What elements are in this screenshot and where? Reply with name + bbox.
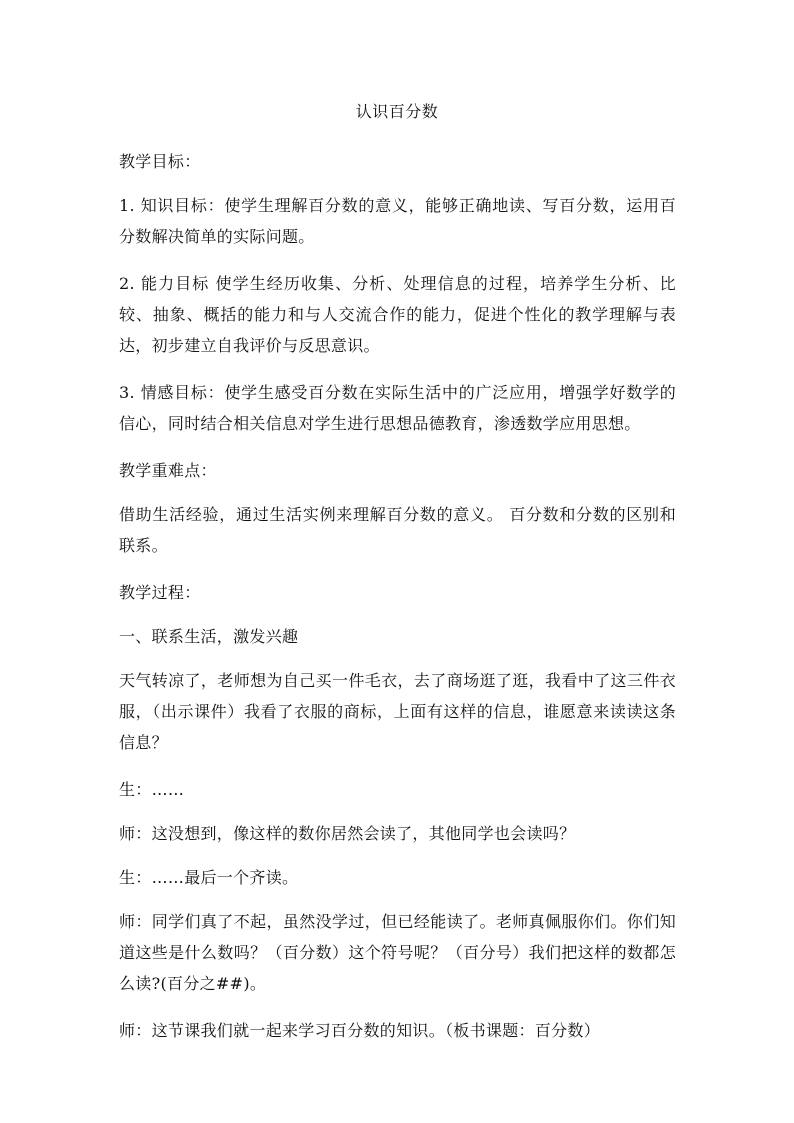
section-heading-objectives: 教学目标： xyxy=(119,152,201,171)
document-title: 认识百分数 xyxy=(355,102,439,121)
dialog-line: 师：同学们真了不起，虽然没学过，但已经能读了。老师真佩服你们。你们知道这些是什么数吗？（百分数）这个符号呢？（百分号）我们把这样的数都怎么读?(百分之##)。 xyxy=(119,912,676,993)
key-points-text: 借助生活经验，通过生活实例来理解百分数的意义。 百分数和分数的区别和联系。 xyxy=(119,505,676,555)
dialog-line: 师：这没想到，像这样的数你居然会读了，其他同学也会读吗？ xyxy=(119,824,576,843)
document-body xyxy=(119,146,676,1062)
dialog-line: 生：…… xyxy=(119,780,185,799)
objective-ability: 2. 能力目标 使学生经历收集、分析、处理信息的过程，培养学生分析、比较、抽象、概括的能力和与人交流合作的能力，促进个性化的教学理解与表达，初步建立自我评价与反思意识。 xyxy=(119,274,676,355)
teacher-intro-paragraph: 天气转凉了，老师想为自己买一件毛衣，去了商场逛了逛，我看中了这三件衣服，（出示课件）我看了衣服的商标，上面有这样的信息，谁愿意来读读这条信息？ xyxy=(119,671,676,752)
objective-emotion: 3. 情感目标：使学生感受百分数在实际生活中的广泛应用，增强学好数学的信心，同时结合相关信息对学生进行思想品德教育，渗透数学应用思想。 xyxy=(119,383,676,433)
subsection-heading-step-one: 一、联系生活，激发兴趣 xyxy=(119,627,299,646)
dialog-line: 生：……最后一个齐读。 xyxy=(119,868,299,887)
dialog-line: 师：这节课我们就一起来学习百分数的知识。（板书课题：百分数） xyxy=(119,1021,601,1040)
objective-knowledge: 1. 知识目标：使学生理解百分数的意义，能够正确地读、写百分数，运用百分数解决简单的实际问题。 xyxy=(119,196,676,246)
section-heading-key-points: 教学重难点： xyxy=(119,461,217,480)
section-heading-process: 教学过程： xyxy=(119,583,201,602)
